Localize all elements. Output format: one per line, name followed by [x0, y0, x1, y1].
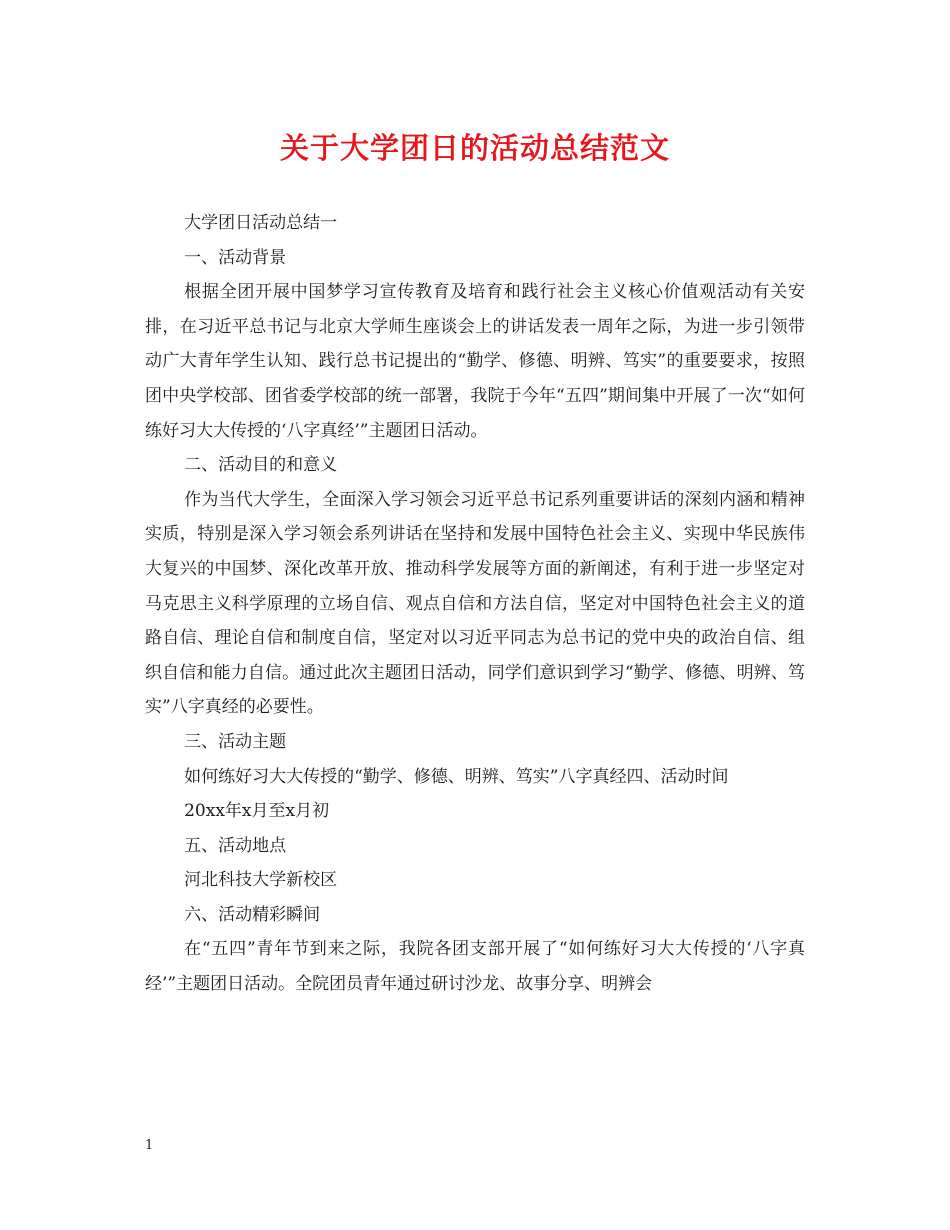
paragraph-purpose-text: 作为当代大学生，全面深入学习领会习近平总书记系列重要讲话的深刻内涵和精神实质，特别是深入学习领会系列讲话在坚持和发展中国特色社会主义、实现中华民族伟大复兴的中国梦、深化改革开放、推动科学发展等方面的新阐述，有利于进一步坚定对马克思主义科学原理的立场自信、观点自信和方法自信，坚定对中国特色社会主义的道路自信、理论自信和制度自信，坚定对以习近平同志为总书记的党中央的政治自信、组织自信和能力自信。通过此次主题团日活动，同学们意识到学习“勤学、修德、明辨、笃实”八字真经的必要性。	[145, 489, 805, 718]
page-number: 1	[145, 1138, 154, 1153]
document-title: 关于大学团日的活动总结范文	[279, 131, 670, 165]
paragraph-background-text: 根据全团开展中国梦学习宣传教育及培育和践行社会主义核心价值观活动有关安排，在习近平总书记与北京大学师生座谈会上的讲话发表一周年之际，为进一步引领带动广大青年学生认知、践行总书记提出的“勤学、修德、明辨、笃实”的重要要求，按照团中央学校部、团省委学校部的统一部署，我院于今年“五四”期间集中开展了一次“如何练好习大大传授的‘八字真经’”主题团日活动。	[145, 282, 805, 441]
paragraph-section-background: 一、活动背景	[184, 247, 287, 268]
document-body	[145, 206, 805, 1002]
paragraph-section-location: 五、活动地点	[184, 835, 287, 856]
paragraph-section-highlights: 六、活动精彩瞬间	[184, 904, 321, 925]
paragraph-time-text: 20xx年x月至x月初	[184, 801, 330, 822]
paragraph-section-theme: 三、活动主题	[184, 731, 287, 752]
paragraph-highlights-text: 在“五四”青年节到来之际，我院各团支部开展了“如何练好习大大传授的‘八字真经’”主题团日活动。全院团员青年通过研讨沙龙、故事分享、明辨会	[145, 939, 805, 995]
paragraph-section-purpose: 二、活动目的和意义	[184, 455, 338, 476]
paragraph-summary-heading: 大学团日活动总结一	[184, 213, 338, 233]
paragraph-location-text: 河北科技大学新校区	[184, 870, 338, 891]
paragraph-theme-text: 如何练好习大大传授的“勤学、修德、明辨、笃实”八字真经四、活动时间	[184, 766, 729, 787]
